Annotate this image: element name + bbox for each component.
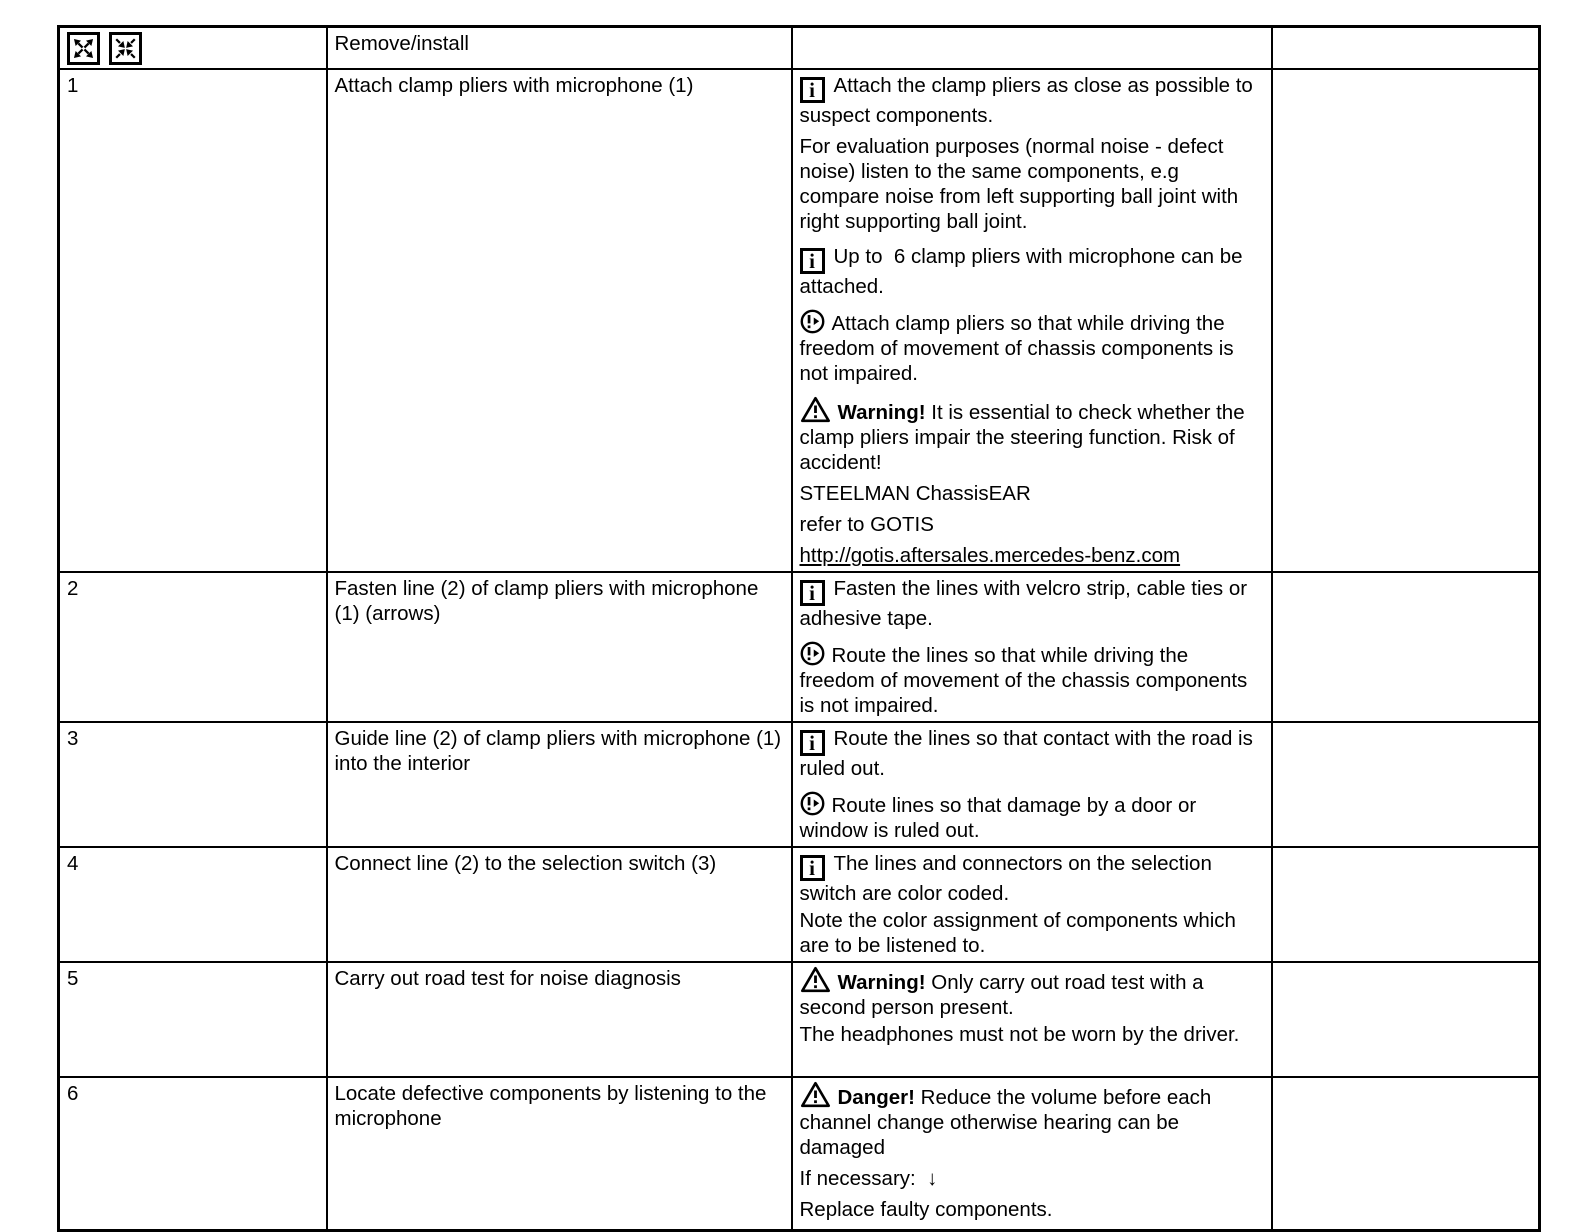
step-notes [792,572,1272,722]
note-paragraph: i Fasten the lines with velcro strip, cable ties or adhesive tape. [799,577,1253,630]
note-paragraph: i Attach the clamp pliers as close as possible to suspect components. [799,74,1259,127]
step-number: 1 [59,69,327,572]
danger-icon [800,1081,831,1108]
table-row [59,572,1540,722]
warning-label: Warning! [837,401,926,424]
warning-icon [800,396,831,423]
step-number: 2 [59,572,327,722]
extra-cell [1272,962,1540,1077]
step-notes [792,1077,1272,1230]
table-row [59,847,1540,962]
column-header-extra [1272,27,1540,70]
warning-paragraph: Warning! It is essential to check whether the clamp pliers impair the steering function. Risk of accident! [800,396,1263,475]
operation-note-icon [800,791,825,816]
info-icon: i [800,77,825,103]
step-action: Carry out road test for noise diagnosis [327,962,792,1077]
header-row [59,27,1540,70]
extra-cell [1272,847,1540,962]
step-notes [792,722,1272,847]
step-action: Locate defective components by listening to the microphone [327,1077,792,1230]
note-paragraph: Replace faulty components. [799,1198,1053,1221]
step-notes [792,962,1272,1077]
warning-label: Warning! [837,971,926,994]
note-paragraph: If necessary: ↓ [799,1167,938,1190]
note-paragraph: The headphones must not be worn by the driver. [799,1023,1240,1046]
info-icon: i [800,248,825,274]
note-paragraph: Route the lines so that while driving the freedom of movement of the chassis components is not impaired. [800,641,1263,718]
note-paragraph: Attach clamp pliers so that while driving the freedom of movement of chassis components is not impaired. [800,309,1263,386]
operation-note-icon [800,641,825,666]
info-icon: i [800,580,825,606]
table-row [59,1077,1540,1230]
step-action: Connect line (2) to the selection switch (3) [327,847,792,962]
procedure-table [57,25,1541,1232]
extra-cell [1272,1077,1540,1230]
note-paragraph: i The lines and connectors on the selection switch are color coded. [799,852,1218,905]
note-paragraph [800,543,1263,568]
warning-paragraph: Warning! Only carry out road test with a second person present. [800,966,1263,1020]
step-notes [792,847,1272,962]
note-paragraph: Note the color assignment of components which are to be listened to. [799,909,1242,957]
info-icon: i [800,855,825,881]
info-icon: i [800,730,825,756]
gotis-link[interactable]: http://gotis.aftersales.mercedes-benz.com [799,544,1181,567]
header-icons-cell [59,27,327,70]
step-number: 5 [59,962,327,1077]
note-paragraph: For evaluation purposes (normal noise - defect noise) listen to the same components, e.g compare noise from left supporting ball joint with right supporting ball joint. [799,135,1244,233]
table-row [59,69,1540,572]
note-paragraph: Route lines so that damage by a door or window is ruled out. [800,791,1263,843]
danger-label: Danger! [837,1086,915,1109]
column-header-notes [792,27,1272,70]
step-action: Guide line (2) of clamp pliers with microphone (1) into the interior [327,722,792,847]
extra-cell [1272,572,1540,722]
note-paragraph: i Route the lines so that contact with the road is ruled out. [799,727,1259,780]
extra-cell [1272,69,1540,572]
warning-icon [800,966,831,993]
table-row [59,722,1540,847]
step-number: 4 [59,847,327,962]
note-paragraph: STEELMAN ChassisEAR [799,482,1031,505]
collapse-all-icon[interactable] [109,32,142,65]
operation-note-icon [800,309,825,334]
step-number: 3 [59,722,327,847]
note-paragraph: i Up to 6 clamp pliers with microphone can be attached. [799,245,1249,298]
column-header-remove-install: Remove/install [327,27,792,70]
danger-paragraph: Danger! Reduce the volume before each channel change otherwise hearing can be damaged [800,1081,1263,1160]
extra-cell [1272,722,1540,847]
expand-all-icon[interactable] [67,32,100,65]
step-action: Fasten line (2) of clamp pliers with microphone (1) (arrows) [327,572,792,722]
step-number: 6 [59,1077,327,1230]
note-paragraph: refer to GOTIS [799,513,934,536]
step-action: Attach clamp pliers with microphone (1) [327,69,792,572]
step-notes [792,69,1272,572]
table-row [59,962,1540,1077]
